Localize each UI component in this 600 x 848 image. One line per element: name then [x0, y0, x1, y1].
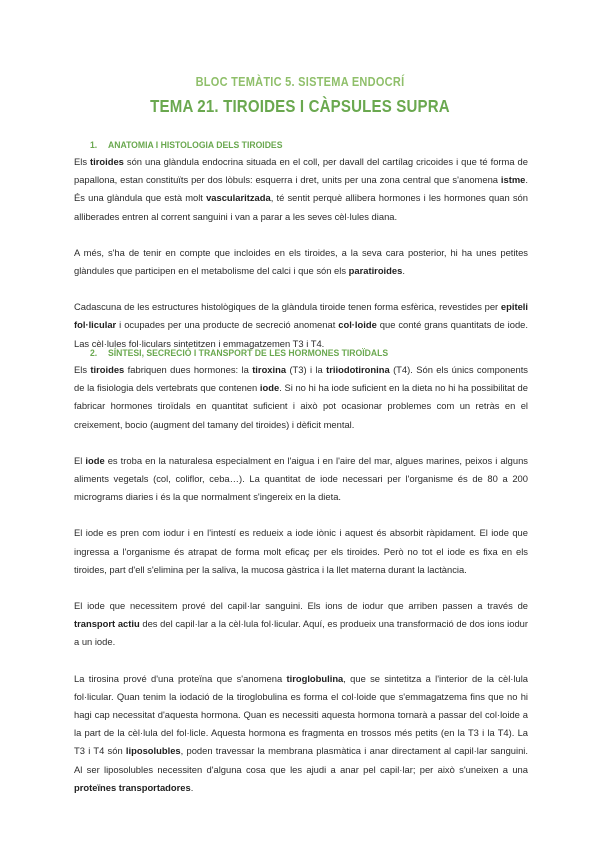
text-run: , té sentit perquè allibera hormones i les hormones quan són alliberades entren al corrent sanguini i van a parar a les seves cèl·lules diana.: [74, 192, 528, 222]
section-title: SÍNTESI, SECRECIÓ I TRANSPORT DE LES HORMONES TIROÏDALS: [108, 348, 389, 359]
text-run: (T3) i la: [286, 364, 327, 375]
text-run: La tirosina prové d'una proteïna que s'anomena: [74, 672, 287, 684]
section-number: 2.: [90, 348, 98, 359]
paragraph: [74, 524, 528, 579]
bold-term: iode: [85, 454, 105, 466]
bold-term: liposolubles: [125, 745, 181, 757]
bold-term: col·loide: [338, 319, 377, 331]
paragraph: [74, 597, 528, 652]
paragraph: [74, 670, 528, 797]
section-title: ANATOMIA I HISTOLOGIA DELS TIROIDES: [108, 140, 283, 151]
bold-term: epiteli fol·licular: [74, 301, 528, 331]
bold-term: tiroglobulina: [286, 672, 344, 684]
text-run: i ocupades per una producte de secreció anomenat: [116, 319, 339, 331]
paragraph: [74, 361, 528, 434]
bold-term: proteïnes transportadores: [74, 781, 191, 793]
text-run: , que se sintetitza a l'interior de la cèl·lula fol·licular. Quan tenim la iodació de la tiroglobulina es forma el col·loide que s'emmagatzema fins que no hi hagi cap necessitat d'aquesta hormona. Quan es necessiti aquesta hormona tornarà a passar del col·loide a la part de la cèl·lula del fol·licle. Aquesta hormona es fragmenta en trossos més petits (en la T3 i la T4). La T3 i T4 són: [74, 672, 529, 757]
text-run: es troba en la naturalesa especialment en l'aigua i en l'aire del mar, algues marines, peixos i alguns aliments vegetals (col, coliflor, ceba…). La quantitat de iode necessari per l'organisme és de 80 a 200 micrograms diaries i és la que normalment s'ingereix en la dieta.: [74, 454, 528, 503]
text-run: (T4). Són els únics components de la fisiologia dels vertebrats que contenen: [74, 364, 528, 394]
text-run: A més, s'ha de tenir en compte que incloides en els tiroides, a la seva cara posterior, hi ha unes petites glàndules que participen en el metabolisme del calci i que són els: [74, 246, 528, 277]
text-run: , poden travessar la membrana plasmàtica i anar directament al capil·lar sanguini. Al ser liposolubles necessiten d'alguna cosa que les ajudi a anar pel capil·lar; per això s'uneixen a una: [74, 745, 528, 775]
text-run: des del capil·lar a la cèl·lula fol·licular. Aquí, es produeix una transformació de dos ions iodur a un iode.: [74, 618, 528, 648]
bold-term: paratiroides: [348, 265, 403, 277]
text-run: . És una glàndula que està molt: [74, 174, 528, 204]
text-run: El iode que necessitem prové del capil·lar sanguini. Els ions de iodur que arriben passen a través de: [74, 600, 528, 612]
paragraph: [74, 452, 528, 507]
bold-term: tiroides: [90, 364, 125, 375]
paragraph: [74, 298, 528, 353]
bold-term: tiroides: [90, 156, 124, 167]
section-heading-1: [90, 140, 282, 151]
text-run: El iode es pren com iodur i en l'intestí es redueix a iode iònic i aquest és absorbit ràpidament. El iode que ingressa a l'organisme és atrapat de forma molt eficaç per els tiroides. Però no tot el iode es fixa en els tiroides, part d'ell s'elimina per la saliva, la mucosa gàstrica i la llet materna durant la lactància.: [74, 527, 528, 575]
text-run: .: [190, 781, 194, 793]
bold-term: triiodotironina: [326, 364, 390, 375]
section-number: 1.: [90, 140, 98, 151]
text-run: . Si no hi ha iode suficient en la dieta no hi ha possibilitat de fabricar hormones tiroïdals en quantitat suficient i això pot ocasionar problemes com un retràs en el creixement, bocio (augment del tamany del tiroides) i dèficit mental.: [74, 382, 528, 430]
text-run: Cadascuna de les estructures histològiques de la glàndula tiroide tenen forma esfèrica, revestides per: [74, 301, 501, 313]
page-title: TEMA 21. TIROIDES I CÀPSULES SUPRA: [150, 96, 450, 116]
bold-term: transport actiu: [74, 618, 140, 630]
text-run: que conté grans quantitats de iode. Las cèl·lules fol·liculars sintetitzen i emmagatzemen T3 i T4.: [74, 319, 528, 349]
text-run: El: [74, 454, 86, 466]
bold-term: tiroxina: [252, 364, 287, 375]
paragraph: [74, 153, 528, 226]
bold-term: iode: [259, 382, 280, 394]
text-run: Els: [74, 364, 91, 375]
block-kicker: BLOC TEMÀTIC 5. SISTEMA ENDOCRÍ: [195, 75, 405, 89]
text-run: fabriquen dues hormones: la: [124, 364, 253, 375]
section-heading-2: [90, 348, 388, 359]
section-body-1: [74, 153, 528, 353]
paragraph: [74, 244, 528, 280]
text-run: .: [402, 265, 405, 277]
bold-term: vascularitzada: [206, 192, 271, 204]
section-body-2: [74, 361, 528, 797]
text-run: són una glàndula endocrina situada en el coll, per davall del cartílag cricoides i que té forma de papallona, estan constituïts per dos lòbuls: esquerra i dret, units per una zona central que s'anomena: [74, 156, 528, 186]
bold-term: istme: [500, 174, 526, 186]
text-run: Els: [74, 156, 91, 167]
